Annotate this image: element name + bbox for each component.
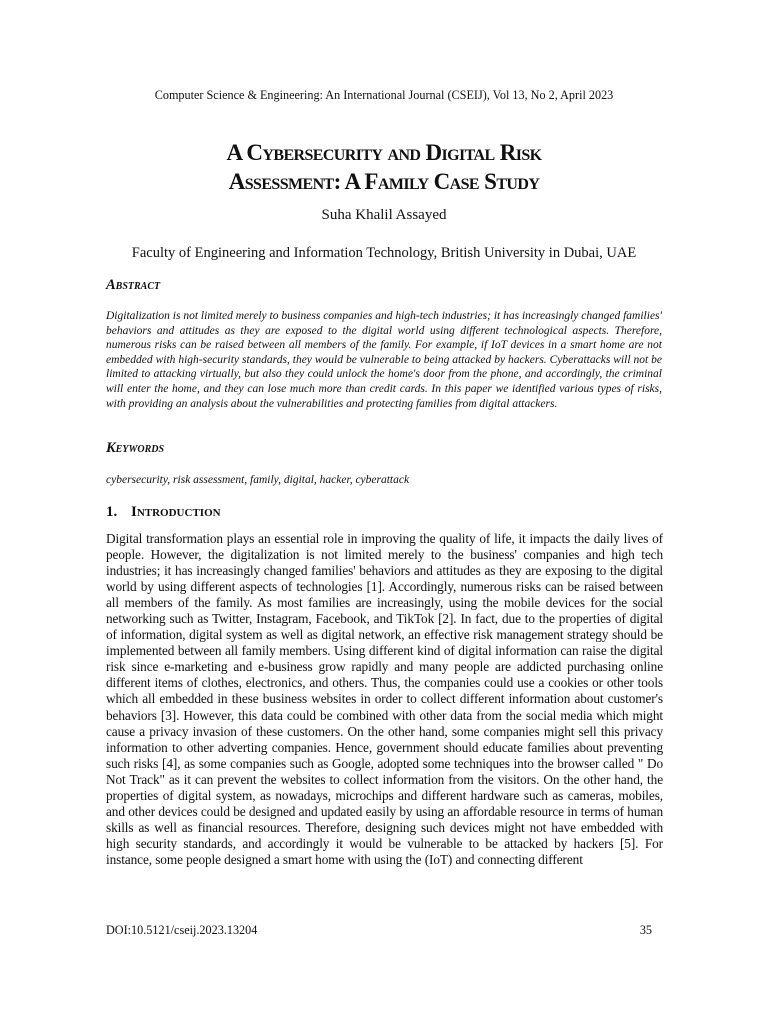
introduction-body <box>106 531 663 868</box>
running-head: Computer Science & Engineering: An International Journal (CSEIJ), Vol 13, No 2, April 2023 <box>154 88 614 102</box>
section-heading-introduction <box>106 504 221 521</box>
section-number: 1. <box>106 504 118 520</box>
paper-title-line-1: A Cybersecurity and Digital Risk <box>226 140 542 165</box>
section-title: Introduction <box>131 504 221 520</box>
paper-title <box>0 138 768 196</box>
author-affiliation: Faculty of Engineering and Information Technology, British University in Dubai, UAE <box>131 245 637 261</box>
page-number: 35 <box>639 923 652 937</box>
author-name: Suha Khalil Assayed <box>321 207 447 223</box>
abstract-heading: Abstract <box>106 277 161 293</box>
footer-doi: DOI:10.5121/cseij.2023.13204 <box>106 923 258 937</box>
abstract-text: Digitalization is not limited merely to business companies and high-tech industries; it has increasingly changed families' behaviors and attitudes as they are exposed to the digital world using different technological aspects. Therefore, numerous risks can be raised between all members of the family. For example, if IoT devices in a smart home are not embedded with high-security standards, they would be vulnerable to being attacked by hackers. Cyberattacks will not be limited to attacking virtually, but also they could unlock the home's door from the phone, and accordingly, the criminal will enter the home, and they can lose much more than credit cards. In this paper we identified various types of risks, with providing an analysis about the vulnerabilities and protecting families from digital attackers. <box>106 310 662 410</box>
keywords-text: cybersecurity, risk assessment, family, digital, hacker, cyberattack <box>106 474 410 486</box>
paper-title-line-2: Assessment: A Family Case Study <box>228 169 540 194</box>
keywords-heading: Keywords <box>106 440 165 456</box>
introduction-paragraph: Digital transformation plays an essential role in improving the quality of life, it impacts the daily lives of people. However, the digitalization is not limited merely to the business' companies and high tech industries; it has increasingly changed families' behaviors and attitudes as they are exposing to the digital world by using different aspects of technologies [1]. Accordingly, numerous risks can be raised between all members of the family. As most families are increasingly, using the mobile devices for the social networking such as Twitter, Instagram, Facebook, and TikTok [2]. In fact, due to the properties of digital of information, digital system as well as digital network, an effective risk management strategy should be implemented between all family members. Using different kind of digital information can raise the digital risk since e-marketing and e-business grow rapidly and many people are addicted purchasing online different items of clothes, electronics, and others. Thus, the companies could use a cookies or other tools which all embedded in these business websites in order to collect different information about customer's behaviors [3]. However, this data could be combined with other data from the social media which might cause a privacy invasion of these customers. On the other hand, some companies might sell this privacy information to other adverting companies. Hence, government should educate families about preventing such risks [4], as some companies such as Google, adopted some techniques into the browser called " Do Not Track" as it can prevent the websites to collect information from the visitors. On the other hand, the properties of digital system, as nowadays, microchips and different hardware such as cameras, mobiles, and other devices could be designed and updated easily by using an affordable resource in terms of human skills as well as financial resources. Therefore, designing such devices might not have embedded with high security standards, and accordingly it would be vulnerable to be attacked by hackers [5]. For instance, some people designed a smart home with using the (IoT) and connecting different <box>106 531 663 867</box>
